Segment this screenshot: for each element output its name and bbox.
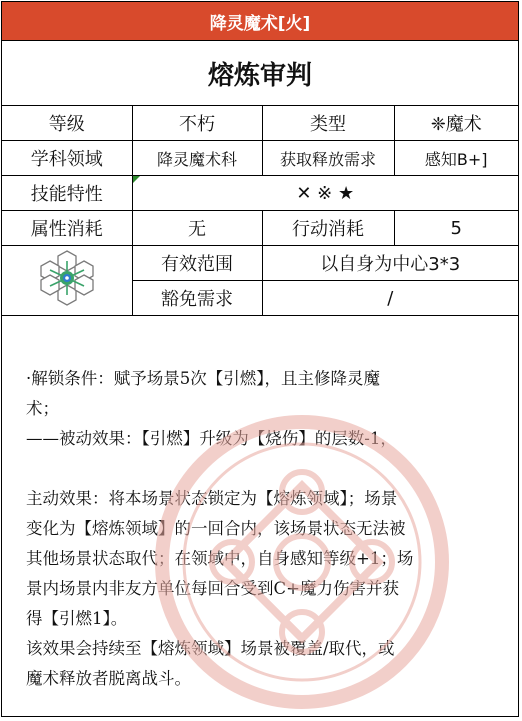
stats-table: [2, 106, 518, 316]
attr-cost-value: 无: [132, 211, 262, 246]
active-effect-line5: 得【引燃1】。: [26, 609, 128, 628]
duration-line2: 魔术释放者脱离战斗。: [26, 669, 191, 688]
skill-card: [1, 1, 519, 717]
hex-cluster-icon: [36, 249, 98, 307]
skill-icon-cell: [2, 246, 132, 316]
row-traits: [2, 176, 518, 211]
action-cost-label: 行动消耗: [262, 211, 394, 246]
type-label: 类型: [262, 106, 394, 141]
requirement-value: 感知B+]: [394, 141, 518, 176]
category-header: 降灵魔术[火]: [2, 2, 518, 41]
unlock-condition-line1: ·解锁条件：赋予场景5次【引燃】，且主修降灵魔: [26, 369, 380, 388]
attr-cost-label: 属性消耗: [2, 211, 132, 246]
row-grade-type: [2, 106, 518, 141]
action-cost-value: 5: [394, 211, 518, 246]
traits-value: ✕ ※ ★: [296, 182, 355, 204]
row-costs: [2, 211, 518, 246]
discipline-label: 学科领域: [2, 141, 132, 176]
passive-effect: ——被动效果：【引燃】升级为【烧伤】的层数-1，: [26, 429, 397, 448]
description-block: [2, 316, 518, 694]
unlock-condition-line2: 术；: [26, 399, 59, 418]
corner-marker-icon: [133, 176, 140, 183]
range-label: 有效范围: [132, 246, 262, 281]
duration-line1: 该效果会持续至【熔炼领域】场景被覆盖/取代，或: [26, 639, 395, 658]
active-effect-line1: 主动效果：将本场景状态锁定为【熔炼领域】；场景: [26, 489, 398, 508]
grade-value: 不朽: [132, 106, 262, 141]
exemption-value: /: [262, 281, 518, 316]
active-effect-line2: 变化为【熔炼领域】的一回合内，该场景状态无法被: [26, 519, 406, 538]
row-range: [2, 246, 518, 281]
range-value: 以自身为中心3*3: [262, 246, 518, 281]
row-discipline: [2, 141, 518, 176]
active-effect-line3: 其他场景状态取代；在领域中，自身感知等级+1；场: [26, 549, 414, 568]
skill-title: 熔炼审判: [2, 41, 518, 106]
active-effect-line4: 景内场景内非友方单位每回合受到C+魔力伤害并获: [26, 579, 399, 598]
requirement-label: 获取释放需求: [262, 141, 394, 176]
traits-cell: [132, 176, 518, 211]
traits-label: 技能特性: [2, 176, 132, 211]
discipline-value: 降灵魔术科: [132, 141, 262, 176]
type-value: ❈魔术: [394, 106, 518, 141]
exemption-label: 豁免需求: [132, 281, 262, 316]
grade-label: 等级: [2, 106, 132, 141]
